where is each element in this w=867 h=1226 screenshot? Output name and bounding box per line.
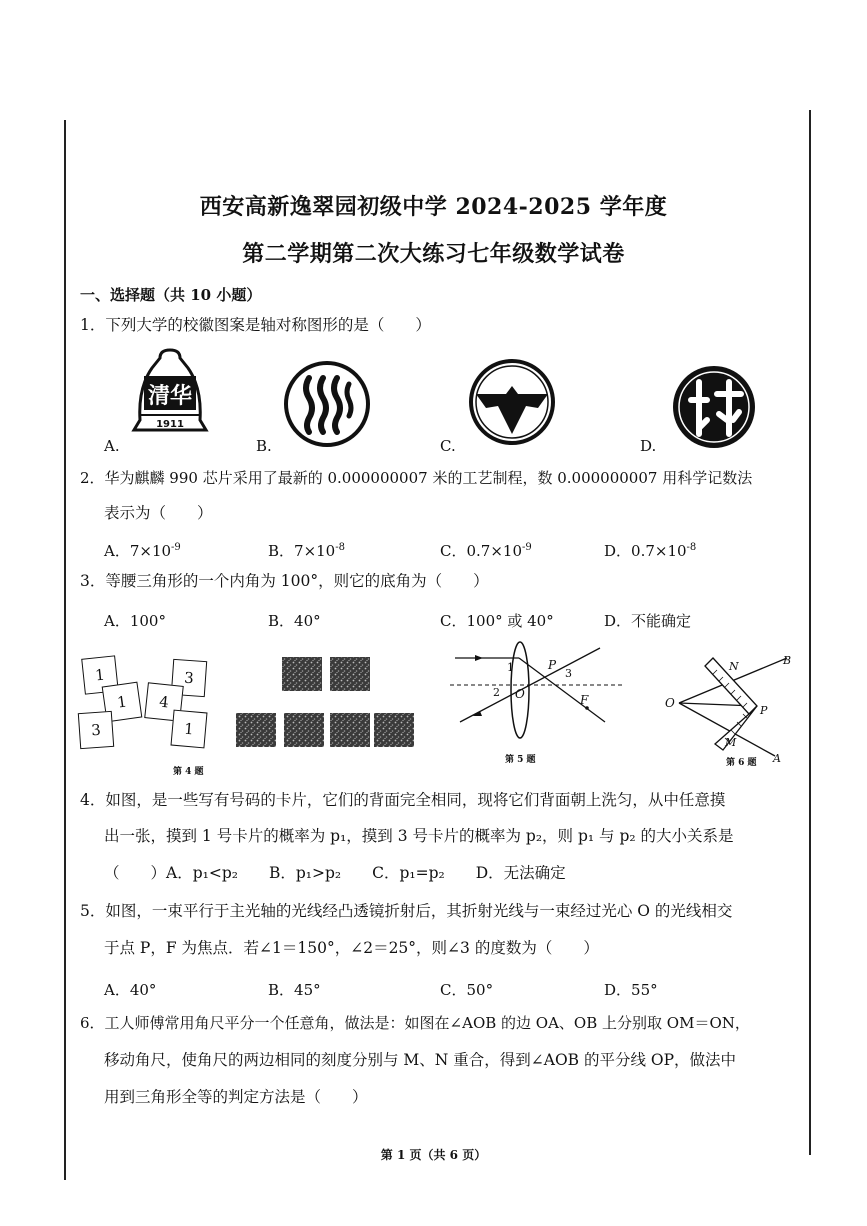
- emblem-d-black-circle-icon: [671, 364, 757, 450]
- q1-option-b-label: B.: [256, 437, 272, 455]
- svg-text:F: F: [580, 693, 589, 707]
- question-1: 1．下列大学的校徽图案是轴对称图形的是（ ）: [80, 316, 431, 334]
- svg-text:N: N: [729, 660, 739, 673]
- question-6-line-3: 用到三角形全等的判定方法是（ ）: [104, 1088, 368, 1106]
- svg-text:2: 2: [493, 686, 500, 699]
- emblem-a-bell-icon: [130, 348, 210, 440]
- question-5-line-1: 5．如图，一束平行于主光轴的光线经凸透镜折射后，其折射光线与一束经过光心 O 的光线相交: [80, 902, 733, 920]
- page-footer: 第 1 页（共 6 页）: [380, 1148, 487, 1162]
- title-line-1: 西安高新逸翠园初级中学 2024-2025 学年度: [199, 194, 668, 220]
- svg-text:清华: 清华: [147, 384, 193, 409]
- q3-option-d: D．不能确定: [604, 612, 692, 630]
- q3-option-b: B．40°: [268, 612, 321, 630]
- question-5-line-2: 于点 P，F 为焦点．若∠1＝150°，∠2＝25°，则∠3 的度数为（ ）: [104, 939, 599, 957]
- question-2-line-2: 表示为（ ）: [104, 504, 213, 522]
- svg-text:3: 3: [565, 667, 572, 680]
- question-4-line-1: 4．如图，是一些写有号码的卡片，它们的背面完全相同，现将它们背面朝上洗匀，从中任意摸: [80, 791, 726, 809]
- emblem-b-circle-icon: [283, 360, 371, 448]
- figure-6-angle-ruler-diagram: [665, 648, 795, 763]
- section-heading: 一、选择题（共 10 小题）: [80, 286, 262, 304]
- svg-text:M: M: [725, 736, 737, 749]
- card-front-bottom-1: 1: [170, 710, 207, 749]
- q2-option-c: C．$0.7\times 10^{-9}$: [440, 542, 532, 560]
- figure-4-caption: 第 4 题: [173, 767, 204, 777]
- figure-6-caption: 第 6 题: [726, 758, 757, 768]
- q5-option-b: B．45°: [268, 981, 321, 999]
- left-page-edge: [64, 120, 66, 1180]
- card-front-3: 3: [171, 659, 207, 697]
- question-4-line-3: （ ）A．p₁<p₂ B．p₁>p₂ C．p₁=p₂ D．无法确定: [104, 864, 566, 882]
- card-front-4: 4: [144, 682, 184, 722]
- question-6-line-1: 6．工人师傅常用角尺平分一个任意角，做法是：如图在∠AOB 的边 OA、OB 上分别取 OM＝ON，: [80, 1014, 750, 1032]
- svg-text:O: O: [515, 687, 525, 701]
- title-line-2: 第二学期第二次大练习七年级数学试卷: [242, 241, 625, 267]
- question-3: 3．等腰三角形的一个内角为 100°，则它的底角为（ ）: [80, 572, 489, 590]
- q3-option-c: C．100° 或 40°: [440, 612, 554, 630]
- q1-option-d-label: D.: [640, 437, 657, 455]
- q2-option-b: B．$7\times 10^{-8}$: [268, 542, 345, 560]
- card-front-bottom-3: 3: [78, 711, 114, 749]
- q1-option-c-label: C.: [440, 437, 456, 455]
- q2-option-d: D．$0.7\times 10^{-8}$: [604, 542, 697, 560]
- card-front-1: 1: [81, 655, 119, 694]
- svg-text:A: A: [773, 752, 781, 765]
- q5-option-c: C．50°: [440, 981, 494, 999]
- figure-5-caption: 第 5 题: [505, 755, 536, 765]
- q5-option-a: A．40°: [104, 981, 157, 999]
- q3-option-a: A．100°: [104, 612, 166, 630]
- svg-text:1: 1: [507, 661, 514, 674]
- emblem-c-bird-icon: [468, 358, 556, 446]
- q1-option-a-label: A.: [104, 437, 120, 455]
- q2-option-a: A．$7\times 10^{-9}$: [104, 542, 181, 560]
- svg-text:O: O: [665, 696, 675, 710]
- svg-text:B: B: [783, 654, 792, 667]
- question-4-line-2: 出一张，摸到 1 号卡片的概率为 p₁，摸到 3 号卡片的概率为 p₂，则 p₁ 与 p₂ 的大小关系是: [104, 827, 734, 845]
- svg-text:P: P: [548, 658, 557, 672]
- emblem-a-year: 1911: [156, 419, 184, 430]
- q5-option-d: D．55°: [604, 981, 658, 999]
- card-backs-group: [232, 655, 417, 750]
- question-2-line-1: 2．华为麒麟 990 芯片采用了最新的 0.000000007 米的工艺制程，数 0.000000007 用科学记数法: [80, 469, 753, 487]
- card-front-center-1: 1: [102, 682, 143, 723]
- svg-text:P: P: [760, 704, 768, 717]
- question-6-line-2: 移动角尺，使角尺的两边相同的刻度分别与 M、N 重合，得到∠AOB 的平分线 OP，做法中: [104, 1051, 737, 1069]
- figure-5-lens-diagram: [445, 640, 630, 755]
